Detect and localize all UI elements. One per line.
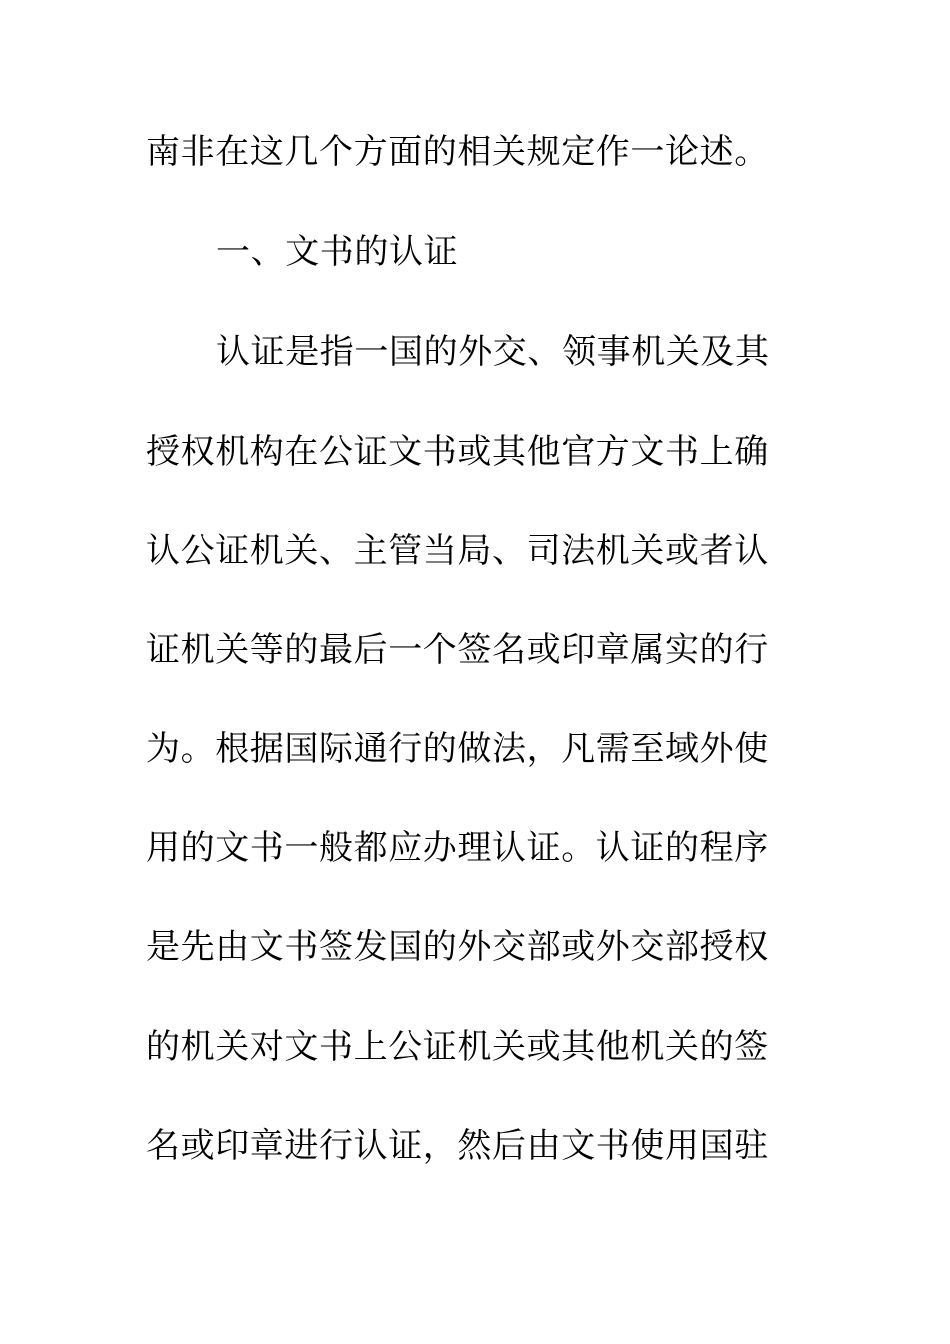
paragraph-line-10: 名或印章进行认证，然后由文书使用国驻 — [146, 1126, 769, 1166]
paragraph-line-1: 南非在这几个方面的相关规定作一论述。 — [146, 132, 769, 172]
paragraph-line-7: 用的文书一般都应办理认证。认证的程序 — [146, 828, 769, 868]
paragraph-line-6: 为。根据国际通行的做法，凡需至域外使 — [146, 729, 769, 769]
paragraph-line-8: 是先由文书签发国的外交部或外交部授权 — [146, 927, 769, 967]
paragraph-line-5: 证机关等的最后一个签名或印章属实的行 — [146, 630, 769, 670]
paragraph-line-4: 认公证机关、主管当局、司法机关或者认 — [146, 531, 769, 571]
paragraph-line-3: 授权机构在公证文书或其他官方文书上确 — [146, 432, 769, 472]
paragraph-line-9: 的机关对文书上公证机关或其他机关的签 — [146, 1027, 769, 1067]
section-heading: 一、文书的认证 — [216, 232, 459, 272]
paragraph-line-2: 认证是指一国的外交、领事机关及其 — [216, 332, 770, 372]
